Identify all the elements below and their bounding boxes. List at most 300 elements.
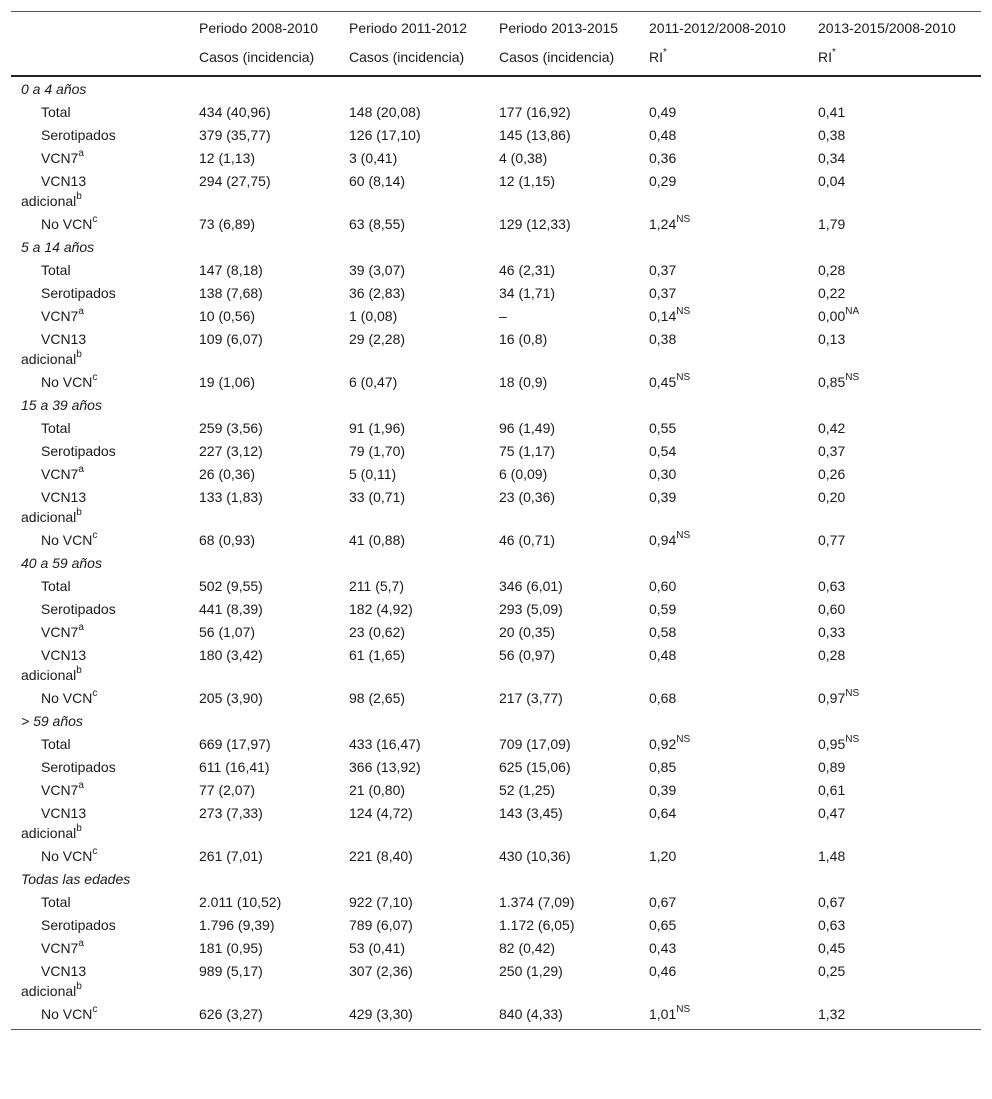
cases-cell-2: 39 (3,07) bbox=[349, 261, 406, 278]
ri-value: 0,39 bbox=[649, 781, 677, 798]
cases-cell-1: 502 (9,55) bbox=[199, 577, 263, 594]
ri-value: 0,68 bbox=[649, 689, 677, 706]
ri-value: 0,64 bbox=[649, 804, 677, 821]
cases-cell-2: 61 (1,65) bbox=[349, 646, 406, 663]
ri-cell-2 bbox=[808, 212, 981, 235]
ri-cell-2 bbox=[808, 643, 981, 686]
cases-cell-3: 82 (0,42) bbox=[499, 939, 556, 956]
ri-value: 0,22 bbox=[818, 284, 846, 301]
cases-cell-2: 36 (2,83) bbox=[349, 284, 406, 301]
cases-cell-1: 10 (0,56) bbox=[199, 307, 256, 324]
ri-cell-1 bbox=[639, 936, 808, 959]
ri-value: 0,63 bbox=[818, 916, 846, 933]
cases-cell-1: 626 (3,27) bbox=[189, 1002, 339, 1029]
table-row bbox=[11, 304, 981, 327]
ri-label: RI bbox=[818, 49, 832, 65]
row-label: Serotipados bbox=[41, 758, 116, 775]
cases-cell-1: 109 (6,07) bbox=[199, 330, 263, 347]
row-label-footnote: a bbox=[78, 305, 84, 317]
ri-value: 0,13 bbox=[818, 330, 846, 347]
ri-cell-1 bbox=[639, 258, 808, 281]
row-label-cell bbox=[11, 778, 189, 801]
row-label: No VCN bbox=[41, 689, 93, 706]
table-row bbox=[11, 416, 981, 439]
cases-cell-2: 91 (1,96) bbox=[349, 419, 406, 436]
row-label: Total bbox=[41, 419, 71, 436]
cases-cell-3: 217 (3,77) bbox=[499, 689, 563, 706]
cases-cell-3: 293 (5,09) bbox=[499, 600, 563, 617]
cases-cell-3: 6 (0,09) bbox=[499, 465, 548, 482]
ri-cell-2 bbox=[808, 778, 981, 801]
table-row bbox=[11, 620, 981, 643]
ri-value: 0,28 bbox=[818, 646, 846, 663]
ri-significance: NS bbox=[676, 529, 691, 541]
cases-cell-2: 23 (0,62) bbox=[349, 623, 406, 640]
row-label-line2: adicional bbox=[21, 666, 77, 683]
ri-value: 0,58 bbox=[649, 623, 677, 640]
cases-cell-2: 21 (0,80) bbox=[349, 781, 406, 798]
ri-value: 1,32 bbox=[818, 1005, 846, 1022]
header-ri-2 bbox=[808, 39, 981, 76]
row-label: Total bbox=[41, 577, 71, 594]
table-row bbox=[11, 755, 981, 778]
header-row-measures bbox=[11, 39, 981, 76]
ri-cell-2 bbox=[808, 123, 981, 146]
cases-cell-2: 148 (20,08) bbox=[349, 103, 421, 120]
row-label-footnote: c bbox=[92, 687, 98, 699]
table-row bbox=[11, 439, 981, 462]
ri-cell-1 bbox=[639, 755, 808, 778]
row-label-cell bbox=[11, 416, 189, 439]
ri-cell-2 bbox=[808, 370, 981, 393]
row-label-footnote: b bbox=[76, 664, 82, 676]
row-label: Serotipados bbox=[41, 284, 116, 301]
row-label: VCN13 bbox=[41, 646, 87, 663]
ri-value: 0,30 bbox=[649, 465, 677, 482]
age-group-title: 40 a 59 años bbox=[21, 554, 102, 571]
table-row bbox=[11, 1002, 981, 1029]
row-label-continuation bbox=[21, 665, 183, 685]
cases-cell-3: – bbox=[499, 307, 507, 324]
cases-cell-1: 147 (8,18) bbox=[199, 261, 263, 278]
ri-cell-2 bbox=[808, 416, 981, 439]
cases-cell-1: 434 (40,96) bbox=[199, 103, 271, 120]
age-group-row bbox=[11, 76, 981, 100]
cases-cell-2: 63 (8,55) bbox=[349, 215, 406, 232]
cases-cell-1: 181 (0,95) bbox=[199, 939, 263, 956]
ri-cell-2 bbox=[808, 732, 981, 755]
ri-cell-2 bbox=[808, 936, 981, 959]
age-group-title: 5 a 14 años bbox=[21, 238, 95, 255]
ri-cell-2 bbox=[808, 485, 981, 528]
row-label: No VCN bbox=[41, 373, 93, 390]
row-label: No VCN bbox=[41, 1005, 93, 1022]
row-label-cell bbox=[11, 913, 189, 936]
ri-cell-2 bbox=[808, 258, 981, 281]
cases-cell-1: 56 (1,07) bbox=[199, 623, 256, 640]
cases-cell-2: 182 (4,92) bbox=[349, 600, 413, 617]
ri-cell-1 bbox=[639, 732, 808, 755]
row-label-cell bbox=[11, 732, 189, 755]
cases-cell-1: 611 (16,41) bbox=[199, 758, 270, 775]
row-label-cell bbox=[11, 959, 189, 1002]
row-label-cell bbox=[11, 304, 189, 327]
ri-cell-2 bbox=[808, 755, 981, 778]
ri-footnote-mark: * bbox=[663, 47, 667, 59]
ri-value: 1,20 bbox=[649, 847, 677, 864]
ri-cell-1 bbox=[639, 146, 808, 169]
cases-cell-1: 205 (3,90) bbox=[199, 689, 263, 706]
ri-cell-2 bbox=[808, 801, 981, 844]
ri-value: 0,60 bbox=[818, 600, 846, 617]
cases-cell-2: 429 (3,30) bbox=[339, 1002, 489, 1029]
ri-cell-2 bbox=[808, 913, 981, 936]
cases-cell-3: 250 (1,29) bbox=[499, 962, 563, 979]
cases-cell-2: 1 (0,08) bbox=[349, 307, 398, 324]
row-label-line2: adicional bbox=[21, 350, 77, 367]
cases-cell-1: 1.796 (9,39) bbox=[199, 916, 275, 933]
row-label-footnote: a bbox=[78, 621, 84, 633]
header-ratio-2013-vs-2008: 2013-2015/2008-2010 bbox=[808, 12, 981, 40]
ri-value: 0,42 bbox=[818, 419, 846, 436]
ri-value: 0,49 bbox=[649, 103, 677, 120]
ri-cell-1 bbox=[639, 686, 808, 709]
cases-cell-3: 16 (0,8) bbox=[499, 330, 548, 347]
row-label-footnote: c bbox=[92, 213, 98, 225]
row-label-continuation bbox=[21, 349, 183, 369]
ri-cell-1 bbox=[639, 169, 808, 212]
cases-cell-2: 6 (0,47) bbox=[349, 373, 398, 390]
ri-cell-1 bbox=[639, 439, 808, 462]
cases-cell-1: 261 (7,01) bbox=[199, 847, 263, 864]
cases-cell-3: 709 (17,09) bbox=[499, 735, 571, 752]
ri-value: 0,92 bbox=[649, 735, 677, 752]
header-row-periods bbox=[11, 12, 981, 40]
table-row bbox=[11, 801, 981, 844]
row-label-footnote: a bbox=[78, 147, 84, 159]
row-label: Total bbox=[41, 103, 71, 120]
header-ratio-2011-vs-2008: 2011-2012/2008-2010 bbox=[639, 12, 808, 40]
ri-cell-1 bbox=[639, 281, 808, 304]
ri-cell-1 bbox=[639, 890, 808, 913]
ri-significance: NS bbox=[676, 371, 691, 383]
row-label-footnote: a bbox=[78, 463, 84, 475]
table-row bbox=[11, 485, 981, 528]
row-label-footnote: b bbox=[76, 190, 82, 202]
ri-footnote-mark: * bbox=[832, 47, 836, 59]
cases-cell-3: 143 (3,45) bbox=[499, 804, 563, 821]
cases-cell-3: 840 (4,33) bbox=[489, 1002, 639, 1029]
ri-value: 0,34 bbox=[818, 149, 846, 166]
ri-value: 0,43 bbox=[649, 939, 677, 956]
table-row bbox=[11, 169, 981, 212]
table-row bbox=[11, 462, 981, 485]
cases-cell-3: 430 (10,36) bbox=[499, 847, 571, 864]
ri-value: 0,48 bbox=[649, 126, 677, 143]
row-label-cell bbox=[11, 936, 189, 959]
ri-value: 0,36 bbox=[649, 149, 677, 166]
cases-cell-2: 33 (0,71) bbox=[349, 488, 406, 505]
table-row bbox=[11, 100, 981, 123]
cases-cell-3: 75 (1,17) bbox=[499, 442, 556, 459]
ri-cell-2 bbox=[808, 439, 981, 462]
row-label-footnote: c bbox=[92, 845, 98, 857]
ri-cell-2 bbox=[808, 462, 981, 485]
row-label: VCN7 bbox=[41, 623, 79, 640]
table-body bbox=[11, 76, 981, 1029]
ri-cell-1 bbox=[639, 327, 808, 370]
header-cases-2: Casos (incidencia) bbox=[339, 39, 489, 76]
row-label-cell bbox=[11, 485, 189, 528]
row-label-footnote: c bbox=[92, 371, 98, 383]
cases-cell-2: 98 (2,65) bbox=[349, 689, 406, 706]
table-row bbox=[11, 146, 981, 169]
ri-significance: NS bbox=[845, 733, 860, 745]
row-label-line2: adicional bbox=[21, 508, 77, 525]
cases-cell-3: 46 (2,31) bbox=[499, 261, 556, 278]
row-label-continuation bbox=[21, 507, 183, 527]
row-label-footnote: c bbox=[92, 529, 98, 541]
cases-cell-2: 789 (6,07) bbox=[349, 916, 413, 933]
row-label-cell bbox=[11, 169, 189, 212]
ri-value: 0,46 bbox=[649, 962, 677, 979]
ri-cell-2 bbox=[808, 100, 981, 123]
row-label-cell bbox=[11, 890, 189, 913]
ri-value: 0,63 bbox=[818, 577, 846, 594]
ri-cell-1 bbox=[639, 844, 808, 867]
ri-value: 0,04 bbox=[818, 172, 846, 189]
ri-value: 0,20 bbox=[818, 488, 846, 505]
ri-cell-2 bbox=[808, 574, 981, 597]
cases-cell-3: 4 (0,38) bbox=[499, 149, 548, 166]
cases-cell-3: 346 (6,01) bbox=[499, 577, 563, 594]
row-label: Serotipados bbox=[41, 442, 116, 459]
cases-cell-3: 129 (12,33) bbox=[499, 215, 571, 232]
cases-cell-1: 294 (27,75) bbox=[199, 172, 271, 189]
row-label: Serotipados bbox=[41, 600, 116, 617]
ri-value: 0,41 bbox=[818, 103, 846, 120]
ri-significance: NS bbox=[676, 733, 691, 745]
row-label-footnote: c bbox=[92, 1003, 98, 1015]
row-label-cell bbox=[11, 439, 189, 462]
ri-significance: NS bbox=[845, 371, 860, 383]
ri-value: 0,48 bbox=[649, 646, 677, 663]
table-row bbox=[11, 574, 981, 597]
ri-value: 0,94 bbox=[649, 531, 677, 548]
row-label-line2: adicional bbox=[21, 824, 77, 841]
row-label-cell bbox=[11, 146, 189, 169]
ri-value: 0,85 bbox=[649, 758, 677, 775]
ri-value: 0,33 bbox=[818, 623, 846, 640]
row-label-cell bbox=[11, 574, 189, 597]
cases-cell-2: 5 (0,11) bbox=[349, 465, 397, 482]
row-label: No VCN bbox=[41, 847, 93, 864]
cases-cell-2: 366 (13,92) bbox=[349, 758, 421, 775]
row-label: Total bbox=[41, 261, 71, 278]
ri-significance: NA bbox=[845, 305, 860, 317]
row-label-footnote: b bbox=[76, 980, 82, 992]
row-label: VCN7 bbox=[41, 307, 79, 324]
row-label-cell bbox=[11, 620, 189, 643]
row-label-cell bbox=[11, 1002, 189, 1029]
cases-cell-1: 227 (3,12) bbox=[199, 442, 263, 459]
ri-cell-1 bbox=[639, 123, 808, 146]
ri-cell-2 bbox=[808, 1002, 981, 1029]
row-label-cell bbox=[11, 370, 189, 393]
cases-cell-1: 68 (0,93) bbox=[199, 531, 256, 548]
cases-cell-2: 53 (0,41) bbox=[349, 939, 406, 956]
row-label: VCN13 bbox=[41, 488, 87, 505]
age-group-row bbox=[11, 709, 981, 732]
ri-value: 1,48 bbox=[818, 847, 846, 864]
cases-cell-3: 145 (13,86) bbox=[499, 126, 571, 143]
ri-cell-1 bbox=[639, 574, 808, 597]
table-row bbox=[11, 936, 981, 959]
ri-cell-2 bbox=[808, 959, 981, 1002]
ri-value: 0,38 bbox=[649, 330, 677, 347]
ri-cell-2 bbox=[808, 686, 981, 709]
ri-cell-1 bbox=[639, 370, 808, 393]
cases-cell-2: 60 (8,14) bbox=[349, 172, 406, 189]
ri-cell-1 bbox=[639, 462, 808, 485]
ri-value: 0,37 bbox=[818, 442, 846, 459]
header-cases-1: Casos (incidencia) bbox=[189, 39, 339, 76]
row-label-cell bbox=[11, 643, 189, 686]
cases-cell-1: 180 (3,42) bbox=[199, 646, 263, 663]
row-label-footnote: b bbox=[76, 348, 82, 360]
table-row bbox=[11, 597, 981, 620]
ri-cell-2 bbox=[808, 844, 981, 867]
table-row bbox=[11, 913, 981, 936]
row-label-footnote: a bbox=[78, 779, 84, 791]
ri-cell-2 bbox=[808, 169, 981, 212]
ri-value: 0,77 bbox=[818, 531, 846, 548]
ri-value: 0,38 bbox=[818, 126, 846, 143]
cases-cell-3: 34 (1,71) bbox=[499, 284, 556, 301]
table-header bbox=[11, 12, 981, 77]
table-row bbox=[11, 643, 981, 686]
row-label: Total bbox=[41, 735, 71, 752]
cases-cell-1: 259 (3,56) bbox=[199, 419, 263, 436]
cases-cell-2: 433 (16,47) bbox=[349, 735, 421, 752]
ri-value: 0,39 bbox=[649, 488, 677, 505]
cases-cell-1: 441 (8,39) bbox=[199, 600, 263, 617]
ri-value: 1,79 bbox=[818, 215, 846, 232]
cases-cell-1: 379 (35,77) bbox=[199, 126, 271, 143]
row-label: Serotipados bbox=[41, 916, 116, 933]
header-empty-cell bbox=[11, 12, 189, 40]
cases-cell-1: 12 (1,13) bbox=[199, 149, 256, 166]
ri-cell-2 bbox=[808, 281, 981, 304]
cases-cell-3: 177 (16,92) bbox=[499, 103, 571, 120]
ri-value: 1,01 bbox=[649, 1005, 677, 1022]
cases-cell-3: 18 (0,9) bbox=[499, 373, 548, 390]
cases-cell-3: 12 (1,15) bbox=[499, 172, 556, 189]
cases-cell-1: 133 (1,83) bbox=[199, 488, 263, 505]
cases-cell-2: 29 (2,28) bbox=[349, 330, 406, 347]
ri-value: 0,37 bbox=[649, 261, 677, 278]
age-group-title: 0 a 4 años bbox=[21, 80, 87, 97]
row-label-cell bbox=[11, 462, 189, 485]
ri-cell-2 bbox=[808, 890, 981, 913]
ri-cell-1 bbox=[639, 959, 808, 1002]
row-label-footnote: b bbox=[76, 822, 82, 834]
table-row bbox=[11, 370, 981, 393]
ri-value: 0,55 bbox=[649, 419, 677, 436]
header-ri-1 bbox=[639, 39, 808, 76]
table-row bbox=[11, 686, 981, 709]
ri-cell-1 bbox=[639, 801, 808, 844]
row-label-cell bbox=[11, 844, 189, 867]
ri-cell-2 bbox=[808, 528, 981, 551]
row-label-cell bbox=[11, 686, 189, 709]
cases-cell-1: 669 (17,97) bbox=[199, 735, 271, 752]
header-period-2011-2012: Periodo 2011-2012 bbox=[339, 12, 489, 40]
row-label-cell bbox=[11, 123, 189, 146]
table-row bbox=[11, 212, 981, 235]
cases-cell-2: 211 (5,7) bbox=[349, 577, 404, 594]
ri-value: 0,61 bbox=[818, 781, 846, 798]
cases-cell-1: 77 (2,07) bbox=[199, 781, 256, 798]
ri-cell-1 bbox=[639, 485, 808, 528]
age-group-row bbox=[11, 393, 981, 416]
incidence-table-container bbox=[11, 11, 981, 1030]
header-empty-cell bbox=[11, 39, 189, 76]
age-group-row bbox=[11, 235, 981, 258]
row-label-cell bbox=[11, 281, 189, 304]
ri-value: 0,97 bbox=[818, 689, 846, 706]
cases-cell-3: 96 (1,49) bbox=[499, 419, 556, 436]
cases-cell-2: 79 (1,70) bbox=[349, 442, 406, 459]
ri-value: 0,37 bbox=[649, 284, 677, 301]
table-row bbox=[11, 732, 981, 755]
ri-value: 0,85 bbox=[818, 373, 846, 390]
ri-cell-1 bbox=[639, 416, 808, 439]
ri-value: 0,00 bbox=[818, 307, 846, 324]
row-label-cell bbox=[11, 755, 189, 778]
row-label-cell bbox=[11, 801, 189, 844]
row-label: VCN13 bbox=[41, 330, 87, 347]
cases-cell-3: 23 (0,36) bbox=[499, 488, 556, 505]
row-label-cell bbox=[11, 100, 189, 123]
ri-value: 1,24 bbox=[649, 215, 677, 232]
cases-cell-3: 46 (0,71) bbox=[499, 531, 556, 548]
table-row bbox=[11, 959, 981, 1002]
table-row bbox=[11, 281, 981, 304]
ri-cell-1 bbox=[639, 100, 808, 123]
row-label: VCN7 bbox=[41, 939, 79, 956]
row-label-cell bbox=[11, 212, 189, 235]
age-group-title: Todas las edades bbox=[21, 870, 131, 887]
age-group-title: > 59 años bbox=[21, 712, 83, 729]
row-label-cell bbox=[11, 258, 189, 281]
row-label: No VCN bbox=[41, 531, 93, 548]
cases-cell-2: 3 (0,41) bbox=[349, 149, 398, 166]
row-label-cell bbox=[11, 327, 189, 370]
row-label-line2: adicional bbox=[21, 982, 77, 999]
row-label-footnote: b bbox=[76, 506, 82, 518]
row-label: No VCN bbox=[41, 215, 93, 232]
row-label-continuation bbox=[21, 191, 183, 211]
table-row bbox=[11, 844, 981, 867]
ri-cell-2 bbox=[808, 146, 981, 169]
cases-cell-2: 41 (0,88) bbox=[349, 531, 406, 548]
ri-significance: NS bbox=[676, 305, 691, 317]
age-group-row bbox=[11, 551, 981, 574]
ri-significance: NS bbox=[676, 213, 691, 225]
ri-value: 0,95 bbox=[818, 735, 846, 752]
age-group-title: 15 a 39 años bbox=[21, 396, 102, 413]
